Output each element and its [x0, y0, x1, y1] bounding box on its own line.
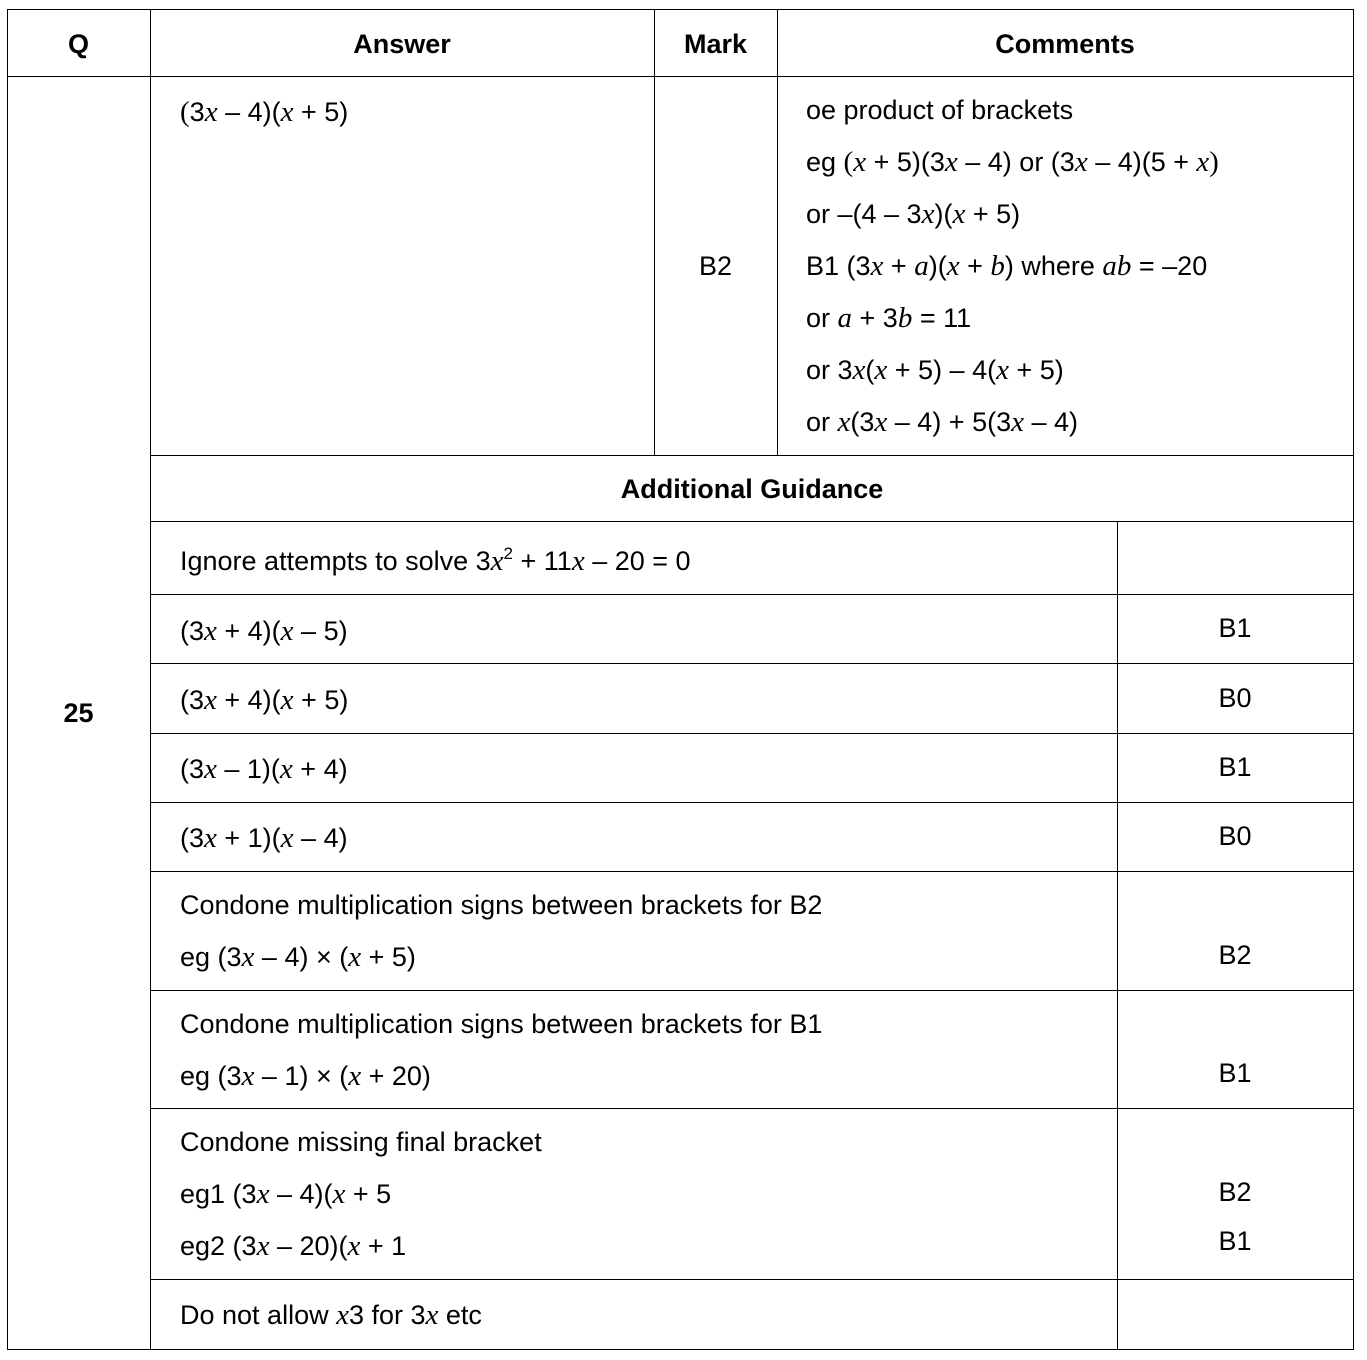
- header-comments: Comments: [995, 29, 1135, 59]
- row-divider: [150, 733, 1354, 734]
- row-divider: [150, 990, 1354, 991]
- guidance-text: (3x + 4)(x + 5): [180, 684, 349, 716]
- guidance-title-top: [150, 455, 1354, 456]
- guidance-mark: B0: [1218, 821, 1252, 851]
- header-divider: [7, 76, 1354, 77]
- guidance-mark: B0: [1218, 683, 1252, 713]
- guidance-text: eg1 (3x – 4)(x + 5: [180, 1178, 392, 1210]
- row-divider: [150, 871, 1354, 872]
- row-divider: [150, 663, 1354, 664]
- guidance-mark: B1: [1218, 752, 1252, 782]
- comment-line: or –(4 – 3x)(x + 5): [806, 198, 1021, 230]
- answer-mark: B2: [698, 251, 733, 281]
- guidance-mark: B1: [1218, 1226, 1252, 1256]
- table-border-right: [1353, 9, 1354, 1350]
- row-divider: [150, 1108, 1354, 1109]
- comment-line: oe product of brackets: [806, 95, 1074, 125]
- row-divider: [150, 594, 1354, 595]
- answer-expression: (3x – 4)(x + 5): [180, 96, 349, 128]
- guidance-text: (3x – 1)(x + 4): [180, 753, 348, 785]
- guidance-text: Condone missing final bracket: [180, 1127, 542, 1157]
- guidance-title-bottom: [150, 521, 1354, 522]
- guidance-text: eg2 (3x – 20)(x + 1: [180, 1230, 407, 1262]
- row-divider: [150, 1279, 1354, 1280]
- comment-line: or a + 3b = 11: [806, 302, 972, 334]
- header-q: Q: [67, 29, 89, 59]
- guidance-mark: B2: [1218, 1177, 1252, 1207]
- guidance-text: Do not allow x3 for 3x etc: [180, 1299, 482, 1331]
- guidance-text: Ignore attempts to solve $3x^2 + 11x - 20 = 0$: [180, 544, 691, 577]
- guidance-text: (3x + 4)(x – 5): [180, 615, 348, 647]
- comment-line: or 3x(x + 5) – 4(x + 5): [806, 354, 1064, 386]
- guidance-text: Condone multiplication signs between brackets for B2: [180, 890, 823, 920]
- comment-line: eg (x + 5)(3x – 4) or (3x – 4)(5 + x): [806, 146, 1219, 178]
- table-border-bottom: [7, 1349, 1354, 1350]
- header-answer: Answer: [353, 29, 451, 59]
- comment-line: or x(3x – 4) + 5(3x – 4): [806, 406, 1079, 438]
- guidance-text: eg (3x – 4) × (x + 5): [180, 941, 416, 973]
- guidance-text: eg (3x – 1) × (x + 20): [180, 1060, 431, 1092]
- guidance-mark: B2: [1218, 940, 1252, 970]
- header-mark: Mark: [683, 29, 748, 59]
- mark-column-divider: [777, 9, 778, 455]
- comment-line: B1 (3x + a)(x + b) where ab = –20: [806, 250, 1208, 282]
- guidance-text: Condone multiplication signs between brackets for B1: [180, 1009, 823, 1039]
- q-column-divider: [150, 9, 151, 1350]
- row-divider: [150, 802, 1354, 803]
- table-border-top: [7, 9, 1354, 10]
- guidance-mark: B1: [1218, 613, 1252, 643]
- question-number: 25: [63, 698, 94, 728]
- guidance-title: Additional Guidance: [620, 474, 884, 504]
- table-border-left: [7, 9, 8, 1350]
- guidance-mark: B1: [1218, 1058, 1252, 1088]
- answer-column-divider: [654, 9, 655, 455]
- guidance-text: (3x + 1)(x – 4): [180, 822, 348, 854]
